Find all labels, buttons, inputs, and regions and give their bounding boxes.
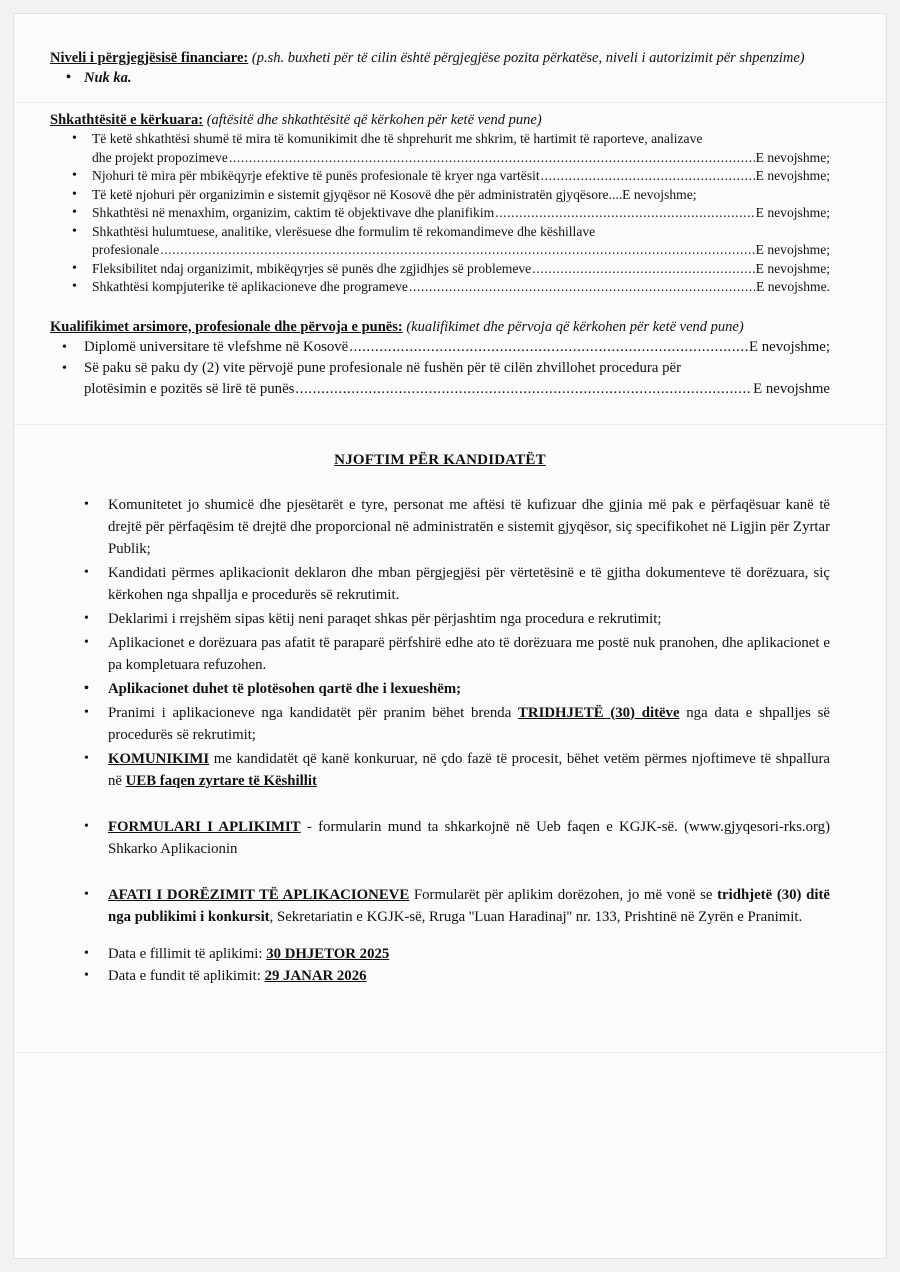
skill-text: • Të ketë njohuri për organizimin e sistemit gjyqësor në Kosovë dhe për administratën gjyqësore.... [92, 186, 623, 202]
start-date-label: Data e fillimit të aplikimi: [108, 945, 267, 962]
notice-list [108, 494, 830, 792]
list-item [108, 702, 830, 746]
skill-text: • Shkathtësi hulumtuese, analitike, vlerësuese dhe formulim të rekomandimeve dhe këshillave [92, 223, 596, 239]
requirement-label: E nevojshme. [756, 279, 830, 294]
official-website-link[interactable]: UEB faqen zyrtare të Këshillit [125, 772, 317, 789]
requirement-label: E nevojshme; [755, 205, 830, 220]
notice-list [108, 816, 830, 860]
list-item [92, 130, 830, 167]
financial-list [84, 68, 830, 88]
skill-text: • Shkathtësi kompjuterike të aplikacioneve dhe programeve [92, 279, 408, 294]
qualifications-heading: Kualifikimet arsimore, profesionale dhe përvoja e punës: [50, 318, 403, 335]
skill-text: • Shkathtësi në menaxhim, organizim, caktim të objektivave dhe planifikim [92, 205, 495, 220]
skill-text: • Të ketë shkathtësi shumë të mira të komunikimit dhe të shprehurit me shkrim, të hartimit të raporteve, analizave [92, 131, 703, 146]
notice-text: , Sekretariatin e KGJK-së, Rruga ''Luan Haradinaj'' nr. 133, Prishtinë në Zyrën e Pranimit. [269, 908, 803, 925]
list-item: • Aplikacionet e dorëzuara pas afatit të paraparë përfshirë edhe ato të dorëzuara me postë nuk pranohen, dhe aplikacionet e pa kompletuara refuzohen. [108, 632, 830, 676]
leader-dots [229, 149, 755, 168]
notice-text: Formularët për aplikim dorëzohen, jo më vonë se [409, 886, 718, 903]
skills-hint: (aftësitë dhe shkathtësitë që kërkohen për ketë vend pune) [206, 112, 542, 128]
list-item [108, 748, 830, 792]
notice-list [108, 884, 830, 928]
skill-text: dhe projekt propozimeve [92, 149, 228, 165]
leader-dots [160, 241, 754, 260]
list-item [92, 204, 830, 223]
submission-deadline-label: AFATI I DORËZIMIT TË APLIKACIONEVE [108, 886, 410, 903]
list-item [92, 260, 830, 279]
requirement-label: E nevojshme; [755, 242, 830, 257]
financial-section [50, 48, 830, 68]
qualifications-hint: (kualifikimet dhe përvoja që kërkohen për ketë vend pune) [406, 318, 744, 335]
leader-dots [541, 167, 755, 186]
deadline-text: tridhjetë (30) ditë nga publikimi i konkursit [108, 886, 830, 925]
download-link[interactable]: - formularin mund ta shkarkojnë në Ueb faqen e KGJK-së. (www.gjyqesori-rks.org) Shkarko Aplikacionin [108, 818, 830, 857]
list-item: • Aplikacionet duhet të plotësohen qartë dhe i lexueshëm; [108, 678, 830, 700]
qualification-text: • Së paku së paku dy (2) vite përvojë pune profesionale në fushën për të cilën zhvillohet procedura për [84, 359, 681, 376]
qualifications-section [50, 317, 830, 337]
list-item [108, 966, 830, 986]
requirement-label: E nevojshme; [755, 260, 830, 276]
notice-text: me kandidatët që kanë konkuruar, në çdo fazë të procesit, bëhet vetëm përmes njoftimeve të shpallura në [108, 750, 830, 789]
dates-list [108, 944, 830, 986]
end-date: 29 JANAR 2026 [264, 967, 367, 984]
list-item: • Komunitetet jo shumicë dhe pjesëtarët e tyre, personat me aftësi të kufizuar dhe gjinia më pak e përfaqësuar kanë të drejtë për përfaqësim të drejtë dhe proporcional në administratën e sistemit gjyqësor, siç specifikohet në Ligjin për Zyrtar Publik; [108, 494, 830, 560]
financial-heading: Niveli i përgjegjësisë financiare: [50, 50, 249, 66]
skill-text: • Njohuri të mira për mbikëqyrje efektive të punës profesionale të kryer nga vartësit [92, 168, 540, 183]
communication-label: KOMUNIKIMI [108, 750, 210, 767]
financial-hint: (p.sh. buxheti për të cilin është përgjegjëse pozita përkatëse, niveli i autorizimit për shpenzime) [251, 50, 805, 66]
list-item: • Kandidati përmes aplikacionit deklaron dhe mban përgjegjësi për vërtetësinë e të gjitha dokumenteve të dorëzuara, siç kërkohen nga shpallja e procedurës së rekrutimit. [108, 562, 830, 606]
deadline-days: TRIDHJETË (30) ditëve [518, 704, 680, 721]
start-date: 30 DHJETOR 2025 [266, 945, 390, 962]
leader-dots [349, 337, 748, 358]
requirement-label: E nevojshme; [755, 149, 830, 165]
bleed-through-line [14, 1052, 886, 1053]
skill-text: • Fleksibilitet ndaj organizimit, mbikëqyrjes së punës dhe zgjidhjes së problemeve [92, 260, 532, 276]
skills-section [50, 110, 830, 130]
list-item [108, 944, 830, 964]
list-item [108, 816, 830, 860]
list-item [84, 358, 830, 400]
skill-text: profesionale [92, 242, 160, 257]
leader-dots [295, 379, 752, 400]
requirement-label: E nevojshme; [749, 338, 830, 355]
document-content [50, 48, 830, 988]
notice-text: Pranimi i aplikacioneve nga kandidatët për pranim bëhet brenda [108, 704, 519, 721]
requirement-label: E nevojshme; [622, 186, 697, 202]
list-item: • Deklarimi i rrejshëm sipas këtij neni paraqet shkas për përjashtim nga procedura e rekrutimit; [108, 608, 830, 630]
notice-title: NJOFTIM PËR KANDIDATËT [334, 451, 546, 468]
application-form-label: FORMULARI I APLIKIMIT [108, 818, 301, 835]
list-item [84, 337, 830, 358]
list-item [92, 223, 830, 260]
skill-line [92, 149, 830, 168]
document-page [14, 14, 886, 1258]
list-item: • Nuk ka. [84, 68, 830, 88]
leader-dots [495, 204, 754, 223]
qualification-line [84, 379, 830, 400]
qualification-text: plotësimin e pozitës së lirë të punës [84, 380, 295, 397]
qualifications-list [84, 337, 830, 400]
list-item [92, 278, 830, 297]
leader-dots [409, 278, 755, 297]
list-item [108, 884, 830, 928]
list-item [92, 186, 830, 205]
end-date-label: Data e fundit të aplikimit: [108, 967, 265, 984]
leader-dots [532, 260, 754, 279]
list-item [92, 167, 830, 186]
skill-line [92, 241, 830, 260]
skills-heading: Shkathtësitë e kërkuara: [50, 112, 204, 128]
requirement-label: E nevojshme [753, 380, 830, 397]
qualification-text: • Diplomë universitare të vlefshme në Kosovë [84, 338, 349, 355]
requirement-label: E nevojshme; [755, 168, 830, 183]
skills-list [92, 130, 830, 297]
notice-text: nga data e shpalljes së procedurës së rekrutimit; [108, 704, 830, 743]
